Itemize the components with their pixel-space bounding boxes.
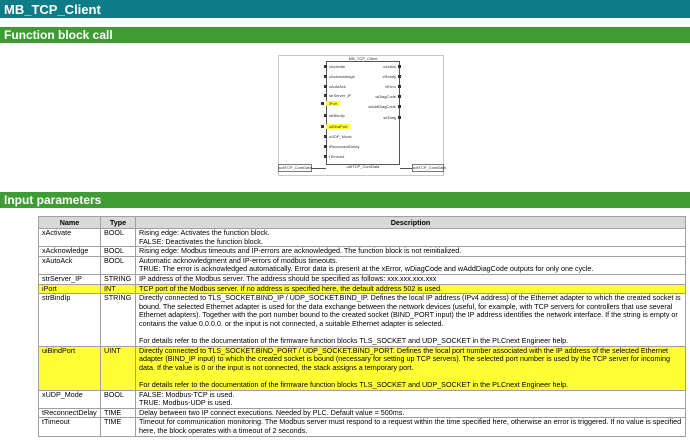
fb-input-pin: strBindIp bbox=[329, 113, 345, 118]
fb-input-pin: tReconnectDelay bbox=[329, 144, 360, 149]
param-description: Delay between two IP connect executions. Needed by PLC. Default value = 500ms. bbox=[136, 408, 686, 418]
param-description: Rising edge: Modbus timeouts and IP-errors are acknowledged. The function block is not reinitialized. bbox=[136, 247, 686, 257]
param-description: Directly connected to TLS_SOCKET.BIND_IP / UDP_SOCKET.BIND_IP. Defines the local IP address (IPv4 address) of the Ethernet adapter to which the created socket is bound. The selected Ethernet adapter is used for the data exchange between the network devices (useful, for example, with TCP servers for controllers that use several Ethernet adapters). Together with the port number bound to the created socket (BIND_PORT input) the IP address identifies the network interface. If the string is empty or contains the value 0.0.0.0. or the input is not connected, a suitable Ethernet adapter is selected. For details refer to the documentation of the firmware function blocks TLS_SOCKET and UDP_SOCKET in the PLCnext Engineer help. bbox=[136, 294, 686, 347]
param-type: STRING bbox=[101, 274, 136, 284]
table-row bbox=[39, 274, 686, 284]
column-header-type: Type bbox=[101, 217, 136, 229]
param-description: Automatic acknowledgment and IP-errors of modbus timeouts. TRUE: The error is acknowledged automatically. Error data is present at the xError, wDiagCode and wAddDiagCode outputs for only one cycle. bbox=[136, 256, 686, 274]
param-name: tTimeout bbox=[39, 418, 101, 436]
table-row bbox=[39, 247, 686, 257]
param-type: BOOL bbox=[101, 247, 136, 257]
page-title: MB_TCP_Client bbox=[0, 0, 690, 18]
fb-input-pin: tTimeout bbox=[329, 154, 345, 159]
inout-left-box: udtTCP_ComData bbox=[279, 165, 312, 170]
table-header-row bbox=[39, 217, 686, 229]
param-name: xAcknowledge bbox=[39, 247, 101, 257]
fb-input-pin: xAcknowledge bbox=[329, 74, 355, 79]
fb-input-pin: strServer_IP bbox=[329, 93, 352, 98]
inout-right-box: udtTCP_ComData bbox=[413, 165, 446, 170]
param-name: iPort bbox=[39, 284, 101, 294]
param-name: xUDP_Mode bbox=[39, 390, 101, 408]
fb-output-pin: strDiag bbox=[383, 115, 396, 120]
fb-input-pin: xUDP_Mode bbox=[329, 134, 352, 139]
param-type: STRING bbox=[101, 294, 136, 347]
param-name: uiBindPort bbox=[39, 346, 101, 390]
fb-output-pin: wAddDiagCode bbox=[368, 104, 396, 109]
param-type: INT bbox=[101, 284, 136, 294]
param-type: TIME bbox=[101, 408, 136, 418]
input-parameters-table bbox=[38, 216, 686, 437]
connector-line bbox=[400, 168, 412, 169]
param-description: Directly connected to TLS_SOCKET.BIND_PORT / UDP_SOCKET.BIND_PORT. Defines the local port number associated with the IP address of the selected Ethernet adapter (BIND_IP input) to which the created socket is bound (necessary for setting up TCP servers). The selected port number is used by the TCP server for incoming data. If the value is 0 or the input is not connected, the stack assigns a temporary port. For details refer to the documentation of the firmware function blocks TLS_SOCKET and UDP_SOCKET in the PLCnext Engineer help. bbox=[136, 346, 686, 390]
fb-output-pin: xActive bbox=[383, 64, 396, 69]
connector-line bbox=[312, 168, 326, 169]
fb-input-pin: xAutoAck bbox=[329, 84, 346, 89]
table-row bbox=[39, 229, 686, 247]
section-heading-input-parameters: Input parameters bbox=[0, 192, 690, 208]
param-name: strBindIp bbox=[39, 294, 101, 347]
fb-input-pin-highlighted: uiBindPort bbox=[326, 124, 350, 129]
fb-input-pin: xActivate bbox=[329, 64, 346, 69]
param-description: FALSE: Modbus-TCP is used. TRUE: Modbus-UDP is used. bbox=[136, 390, 686, 408]
param-description: Timeout for communication monitoring. The Modbus server must respond to a request within the time specified here, otherwise an error is triggered. If no value is specified here, the block operates with a timeout of 2 seconds. bbox=[136, 418, 686, 436]
section-heading-function-block: Function block call bbox=[0, 27, 690, 43]
column-header-name: Name bbox=[39, 217, 101, 229]
param-name: strServer_IP bbox=[39, 274, 101, 284]
table-row bbox=[39, 256, 686, 274]
param-type: BOOL bbox=[101, 229, 136, 247]
param-description: IP address of the Modbus server. The address should be specified as follows: xxx.xxx.xxx.xxx bbox=[136, 274, 686, 284]
param-type: TIME bbox=[101, 418, 136, 436]
fb-output-pin: xError bbox=[385, 84, 396, 89]
param-type: BOOL bbox=[101, 390, 136, 408]
param-name: xActivate bbox=[39, 229, 101, 247]
fb-title: MB_TCP_Client bbox=[348, 56, 378, 61]
param-type: UINT bbox=[101, 346, 136, 390]
column-header-description: Description bbox=[136, 217, 686, 229]
param-name: tReconnectDelay bbox=[39, 408, 101, 418]
table-row bbox=[39, 418, 686, 436]
param-type: BOOL bbox=[101, 256, 136, 274]
fb-output-pin: wDiagCode bbox=[375, 94, 396, 99]
inout-mid-label: udtTCP_ComData bbox=[346, 164, 380, 169]
table-row bbox=[39, 346, 686, 390]
table-row bbox=[39, 390, 686, 408]
table-row bbox=[39, 294, 686, 347]
param-description: Rising edge: Activates the function block. FALSE: Deactivates the function block. bbox=[136, 229, 686, 247]
param-name: xAutoAck bbox=[39, 256, 101, 274]
fb-output-pin: xReady bbox=[382, 74, 396, 79]
fb-input-pin-highlighted: iPort bbox=[326, 101, 340, 106]
param-description: TCP port of the Modbus server. If no address is specified here, the default address 502 is used. bbox=[136, 284, 686, 294]
